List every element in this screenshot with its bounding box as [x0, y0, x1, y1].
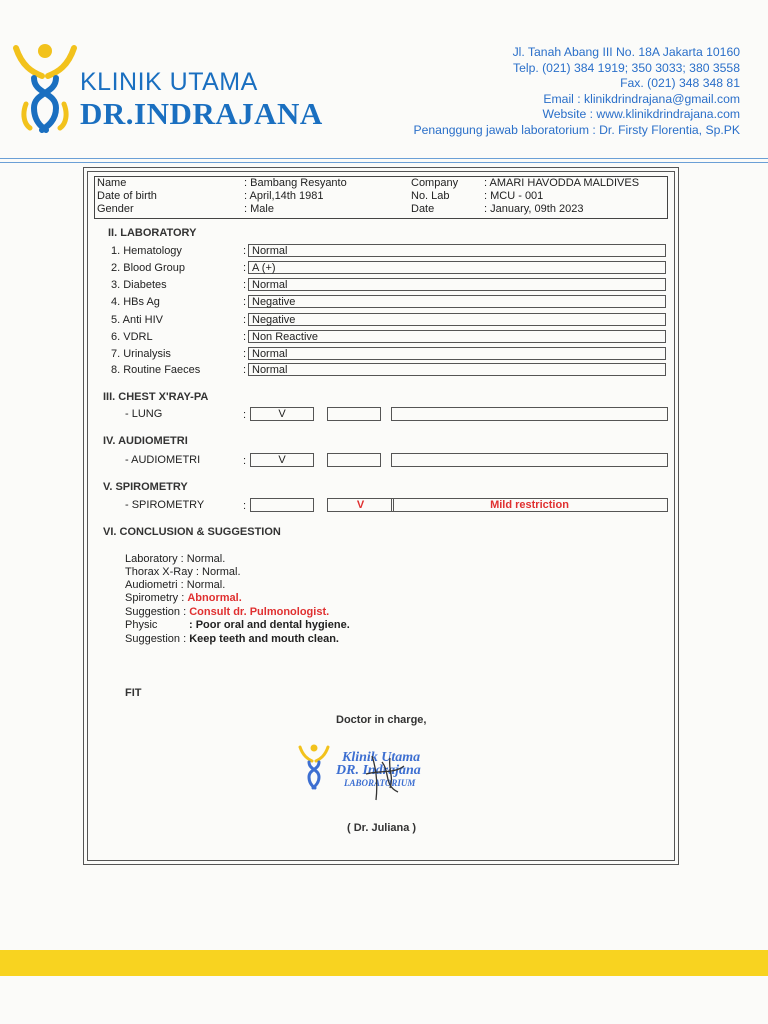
spiro-normal-box [250, 498, 314, 512]
lab-item-label: 1. Hematology [111, 245, 182, 257]
colon: : [243, 455, 247, 467]
lab-result-urinalysis: Normal [248, 347, 666, 360]
header-divider [0, 162, 768, 163]
colon: : [243, 500, 247, 512]
colon: : [243, 296, 247, 308]
address-line: Jl. Tanah Abang III No. 18A Jakarta 10160 [512, 45, 740, 59]
colon: : [243, 364, 247, 376]
stamp-line2: DR. Indrajana [336, 763, 421, 778]
lab-result-faeces: Normal [248, 363, 666, 376]
lab-item-label: 8. Routine Faeces [111, 364, 201, 376]
conclusion-physic-value: : Poor oral and dental hygiene. [189, 619, 350, 631]
lab-result-hematology: Normal [248, 244, 666, 257]
colon: : [243, 314, 247, 326]
lab-result-diabetes: Normal [248, 278, 666, 291]
conclusion-xray: Thorax X-Ray : Normal. [125, 566, 241, 578]
lab-responsible-line: Penanggung jawab laboratorium : Dr. Firsty Florentia, Sp.PK [413, 122, 740, 137]
lab-item-label: 4. HBs Ag [111, 296, 160, 308]
company-label: Company [411, 177, 459, 189]
spiro-note-box: Mild restriction [391, 498, 668, 512]
lab-item-label: 3. Diabetes [111, 279, 167, 291]
colon: : [243, 245, 247, 257]
spiro-conclusion-value: Abnormal. [187, 592, 242, 604]
suggestion-value: Consult dr. Pulmonologist. [189, 606, 330, 618]
phone-line: Telp. (021) 384 1919; 350 3033; 380 3558 [512, 60, 740, 75]
lab-result-blood-group: A (+) [248, 261, 666, 274]
spiro-abnormal-box: V [327, 498, 394, 512]
stamp-logo-icon [298, 744, 330, 790]
suggestion-label: Suggestion : [125, 633, 190, 645]
lung-label: - LUNG [125, 408, 163, 420]
lab-item-label: 7. Urinalysis [111, 348, 171, 360]
fax-line: Fax. (021) 348 348 81 [620, 76, 740, 91]
colon: : [243, 279, 247, 291]
conclusion-heading: VI. CONCLUSION & SUGGESTION [103, 526, 281, 538]
doctor-name: ( Dr. Juliana ) [347, 822, 417, 834]
colon: : [243, 262, 247, 274]
email-line: Email : klinikdrindrajana@gmail.com [543, 91, 740, 106]
lab-item-label: 5. Anti HIV [111, 314, 163, 326]
audio-note-box [391, 453, 668, 467]
clinic-logo [12, 42, 78, 134]
date-label: Date [411, 203, 435, 215]
colon: : [243, 331, 247, 343]
spiro-conclusion-label: Spirometry : [125, 592, 188, 604]
website-line: Website : www.klinikdrindrajana.com [542, 107, 740, 122]
dob-label: Date of birth [97, 190, 157, 202]
nolab-label: No. Lab [411, 190, 450, 202]
audio-normal-box: V [250, 453, 314, 467]
spirometry-label: - SPIROMETRY [125, 499, 205, 511]
date-value: : January, 09th 2023 [484, 203, 584, 215]
lab-item-label: 6. VDRL [111, 331, 153, 343]
lab-result-vdrl: Non Reactive [248, 330, 666, 343]
doctor-in-charge-label: Doctor in charge, [336, 714, 427, 726]
stamp-line3: LABORATORIUM [344, 778, 416, 788]
spirometry-heading: V. SPIROMETRY [103, 481, 188, 493]
conclusion-physic-label: Physic [125, 619, 158, 631]
conclusion-audio: Audiometri : Normal. [125, 579, 226, 591]
footer-yellow-band [0, 950, 768, 976]
suggestion-label: Suggestion : [125, 606, 190, 618]
clinic-name-line1: KLINIK UTAMA [80, 68, 258, 96]
fit-status: FIT [125, 687, 142, 699]
patient-name: : Bambang Resyanto [244, 177, 347, 189]
conclusion-lab: Laboratory : Normal. [125, 553, 226, 565]
clinic-name-line2: DR.INDRAJANA [80, 96, 323, 131]
lab-item-label: 2. Blood Group [111, 262, 185, 274]
company-value: : AMARI HAVODDA MALDIVES [484, 177, 640, 189]
audiometri-heading: IV. AUDIOMETRI [103, 435, 188, 447]
audiometri-label: - AUDIOMETRI [125, 454, 201, 466]
patient-dob: : April,14th 1981 [244, 190, 324, 202]
conclusion-spiro [125, 592, 242, 605]
colon: : [243, 348, 247, 360]
name-label: Name [97, 177, 127, 189]
patient-gender: : Male [244, 203, 274, 215]
lab-result-hbsag: Negative [248, 295, 666, 308]
conclusion-suggestion2 [125, 633, 339, 646]
signature [360, 752, 410, 804]
audio-abnormal-box [327, 453, 381, 467]
gender-label: Gender [97, 203, 134, 215]
lung-normal-box: V [250, 407, 314, 421]
lung-note-box [391, 407, 668, 421]
nolab-value: : MCU - 001 [484, 190, 544, 202]
lung-abnormal-box [327, 407, 381, 421]
laboratory-heading: II. LABORATORY [108, 227, 197, 239]
clinic-address-block [413, 45, 740, 139]
suggestion-value: Keep teeth and mouth clean. [189, 633, 339, 645]
chest-heading: III. CHEST X'RAY-PA [103, 391, 209, 403]
colon: : [243, 409, 247, 421]
lab-result-anti-hiv: Negative [248, 313, 666, 326]
stamp-line1: Klinik Utama [342, 750, 421, 765]
header-divider [0, 158, 768, 159]
conclusion-suggestion1 [125, 606, 329, 619]
